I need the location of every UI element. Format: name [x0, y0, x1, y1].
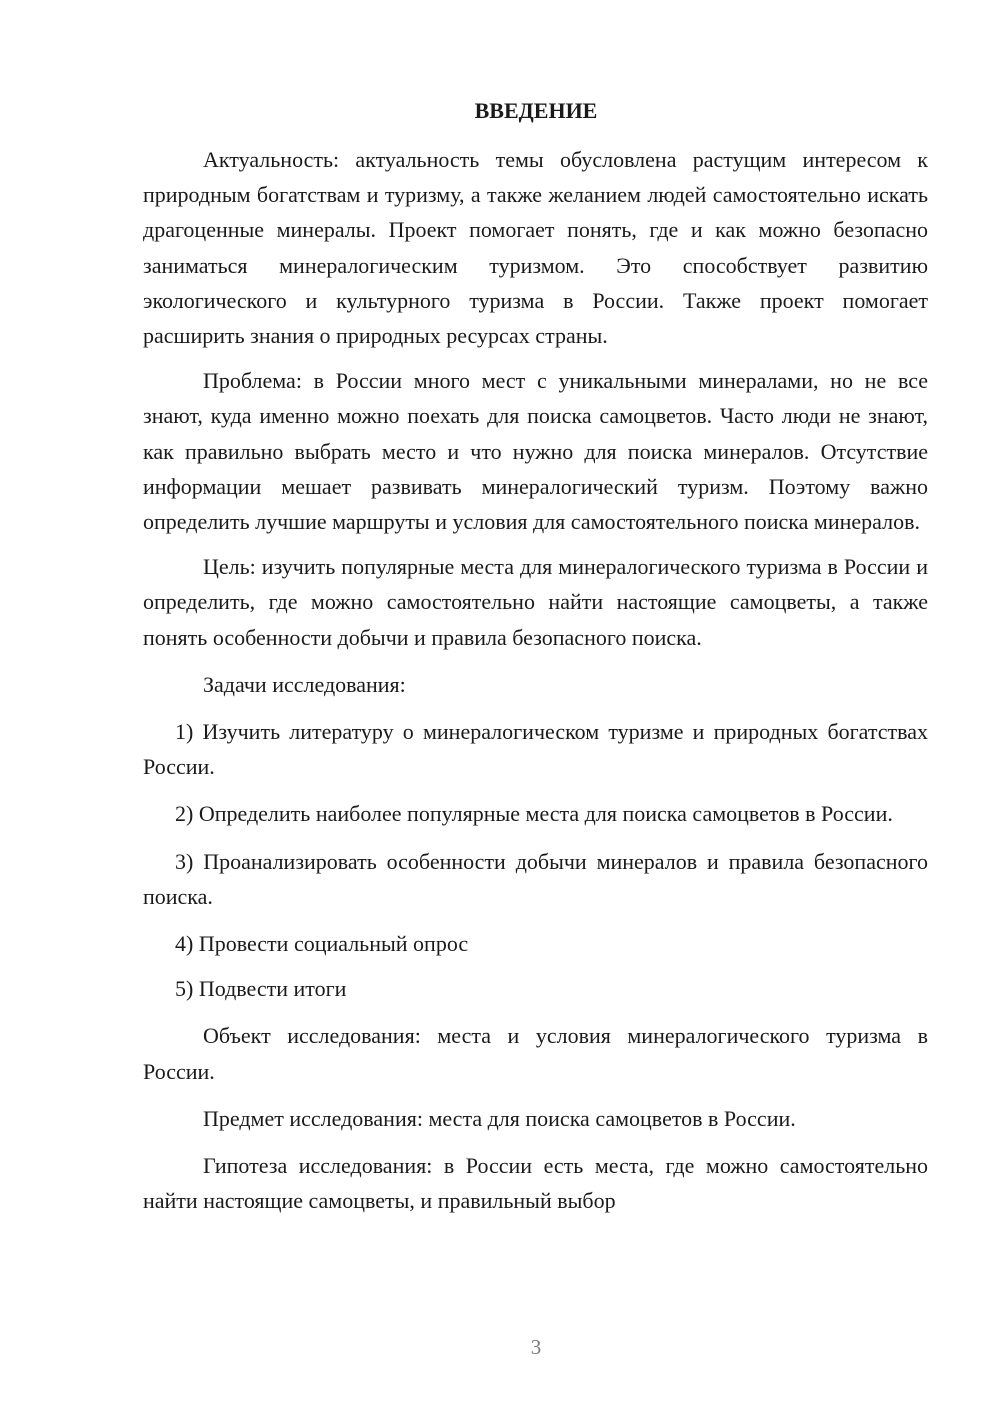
task-item-5: 5) Подвести итоги	[175, 976, 347, 1002]
paragraph-goal: Цель: изучить популярные места для минералогического туризма в России и определить, где можно самостоятельно найти настоящие самоцветы, а также понять особенности добычи и правила безопасного поиска.	[143, 554, 928, 650]
section-title: ВВЕДЕНИЕ	[474, 98, 598, 123]
task-item-1: 1) Изучить литературу о минералогическом туризме и природных богатствах России.	[143, 719, 928, 780]
task-item-2: 2) Определить наиболее популярные места для поиска самоцветов в России.	[175, 801, 893, 827]
document-body	[143, 142, 928, 1228]
task-item-4: 4) Провести социальный опрос	[175, 931, 469, 957]
task-item-3: 3) Проанализировать особенности добычи минералов и правила безопасного поиска.	[143, 848, 928, 909]
page-number: 3	[530, 1335, 542, 1359]
paragraph-subject: Предмет исследования: места для поиска самоцветов в России.	[203, 1105, 796, 1131]
paragraph-object: Объект исследования: места и условия минералогического туризма в России.	[143, 1023, 928, 1084]
paragraph-relevance: Актуальность: актуальность темы обусловлена растущим интересом к природным богатствам и туризму, а также желанием людей самостоятельно искать драгоценные минералы. Проект помогает понять, где и как можно безопасно заниматься минералогическим туризмом. Это способствует развитию экологического и культурного туризма в России. Также проект помогает расширить знания о природных ресурсах страны.	[143, 147, 928, 349]
tasks-heading: Задачи исследования:	[203, 671, 406, 697]
paragraph-problem: Проблема: в России много мест с уникальными минералами, но не все знают, куда именно можно поехать для поиска самоцветов. Часто люди не знают, как правильно выбрать место и что нужно для поиска минералов. Отсутствие информации мешает развивать минералогический туризм. Поэтому важно определить лучшие маршруты и условия для самостоятельного поиска минералов.	[143, 368, 928, 535]
paragraph-hypothesis: Гипотеза исследования: в России есть места, где можно самостоятельно найти настоящие самоцветы, и правильный выбор	[143, 1153, 928, 1214]
